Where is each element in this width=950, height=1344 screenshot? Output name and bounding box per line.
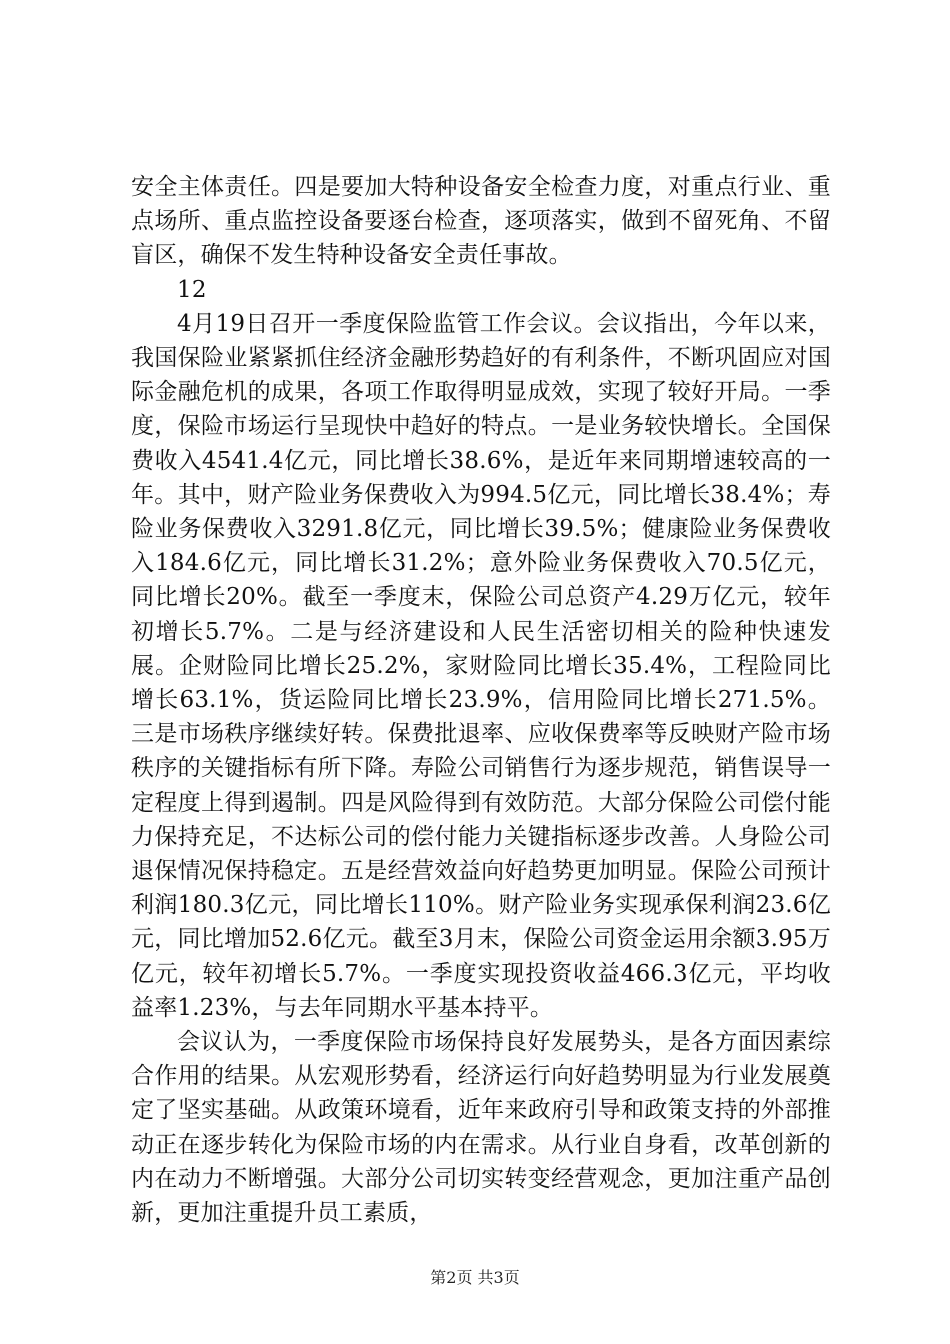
page-footer: 第2页 共3页	[430, 1268, 520, 1287]
section-number: 12	[177, 276, 207, 303]
paragraph-meeting-conclusion: 会议认为，一季度保险市场保持良好发展势头，是各方面因素综合作用的结果。从宏观形势看，经济运行向好趋势明显为行业发展奠定了坚实基础。从政策环境看，近年来政府引导和政策支持的外部推动正在逐步转化为保险市场的内在需求。从行业自身看，改革创新的内在动力不断增强。大部分公司切实转变经营观念，更加注重产品创新，更加注重提升员工素质，	[131, 1029, 831, 1227]
paragraph-continuation: 安全主体责任。四是要加大特种设备安全检查力度，对重点行业、重点场所、重点监控设备要逐台检查，逐项落实，做到不留死角、不留盲区，确保不发生特种设备安全责任事故。	[131, 174, 831, 269]
paragraph-meeting-summary: 4月19日召开一季度保险监管工作会议。会议指出，今年以来，我国保险业紧紧抓住经济金融形势趋好的有利条件，不断巩固应对国际金融危机的成果，各项工作取得明显成效，实现了较好开局。一季度，保险市场运行呈现快中趋好的特点。一是业务较快增长。全国保费收入4541.4亿元，同比增长38.6%，是近年来同期增速较高的一年。其中，财产险业务保费收入为994.5亿元，同比增长38.4%；寿险业务保费收入3291.8亿元，同比增长39.5%；健康险业务保费收入184.6亿元，同比增长31.2%；意外险业务保费收入70.5亿元，同比增长20%。截至一季度末，保险公司总资产4.29万亿元，较年初增长5.7%。二是与经济建设和人民生活密切相关的险种快速发展。企财险同比增长25.2%，家财险同比增长35.4%，工程险同比增长63.1%，货运险同比增长23.9%，信用险同比增长271.5%。三是市场秩序继续好转。保费批退率、应收保费率等反映财产险市场秩序的关键指标有所下降。寿险公司销售行为逐步规范，销售误导一定程度上得到遏制。四是风险得到有效防范。大部分保险公司偿付能力保持充足，不达标公司的偿付能力关键指标逐步改善。人身险公司退保情况保持稳定。五是经营效益向好趋势更加明显。保险公司预计利润180.3亿元，同比增长110%。财产险业务实现承保利润23.6亿元，同比增加52.6亿元。截至3月末，保险公司资金运用余额3.95万亿元，较年初增长5.7%。一季度实现投资收益466.3亿元，平均收益率1.23%，与去年同期水平基本持平。	[131, 310, 831, 1021]
document-body	[131, 170, 831, 1230]
